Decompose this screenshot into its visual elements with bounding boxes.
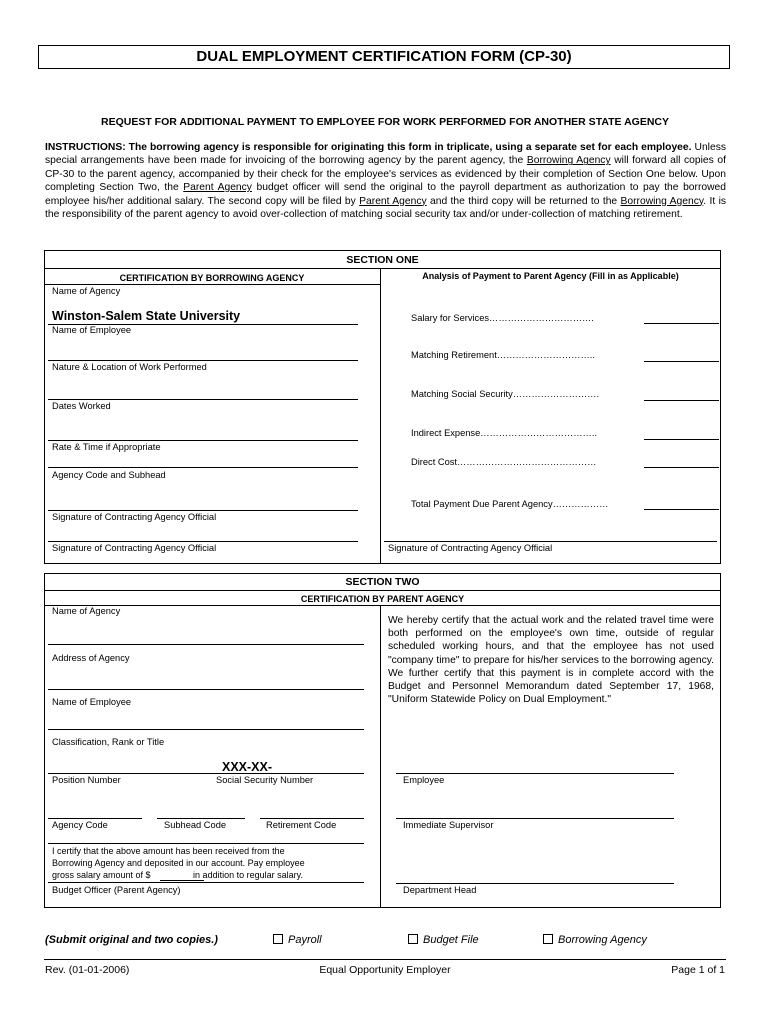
cert-line-2: Borrowing Agency and deposited in our account. Pay employee <box>52 858 305 868</box>
budget-file-checkbox[interactable] <box>408 934 418 944</box>
section-one-heading: SECTION ONE <box>346 254 419 266</box>
payroll-label: Payroll <box>288 934 322 946</box>
borrowing-agency-checkbox[interactable] <box>543 934 553 944</box>
s1-signature3-line[interactable] <box>384 541 717 542</box>
employee-signature-line[interactable] <box>396 773 674 774</box>
section-two-divider <box>44 590 721 591</box>
budget-officer-label: Budget Officer (Parent Agency) <box>52 885 181 895</box>
indirect-expense-field[interactable] <box>644 439 719 440</box>
form-subtitle: REQUEST FOR ADDITIONAL PAYMENT TO EMPLOYEE FOR WORK PERFORMED FOR ANOTHER STATE AGENCY <box>101 116 669 128</box>
agency-code-field[interactable] <box>48 818 142 819</box>
subhead-code-label: Subhead Code <box>164 820 227 830</box>
instructions-link-borrowing-2: Borrowing Agency <box>620 195 704 207</box>
s1-agency-code-label: Agency Code and Subhead <box>52 470 166 480</box>
instructions-link-parent-1: Parent Agency <box>183 182 252 194</box>
section-one-left-heading: CERTIFICATION BY BORROWING AGENCY <box>119 273 305 283</box>
instructions-text-3: budget officer will send the original to the payroll department as authorization to pay the borrowed employee his/her additional salary. The second copy will be filed by <box>45 182 726 207</box>
retirement-code-field[interactable] <box>260 818 364 819</box>
position-number-label: Position Number <box>52 775 121 785</box>
section-one-right-heading: Analysis of Payment to Parent Agency (Fill in as Applicable) <box>422 271 679 281</box>
form-title: DUAL EMPLOYMENT CERTIFICATION FORM (CP-30) <box>38 45 730 69</box>
footer-rule <box>44 959 726 960</box>
s1-signature1-label: Signature of Contracting Agency Official <box>52 512 217 522</box>
s1-name-of-agency-value[interactable]: Winston-Salem State University <box>52 309 241 323</box>
s2-agency-line[interactable] <box>48 644 364 645</box>
s1-rate-label: Rate & Time if Appropriate <box>52 442 161 452</box>
budget-file-label: Budget File <box>423 934 479 946</box>
supervisor-signature-line[interactable] <box>396 818 674 819</box>
section-two-subheading: CERTIFICATION BY PARENT AGENCY <box>300 594 465 604</box>
s2-classification-label: Classification, Rank or Title <box>52 737 165 747</box>
instructions <box>45 141 726 221</box>
page-number: Page 1 of 1 <box>671 964 725 976</box>
agency-code-label: Agency Code <box>52 820 108 830</box>
budget-file-option[interactable] <box>408 934 479 946</box>
section-one-column-divider <box>380 268 381 564</box>
equal-opportunity-employer: Equal Opportunity Employer <box>319 964 451 976</box>
matching-retirement-label: Matching Retirement………………………….. <box>411 350 595 360</box>
matching-ss-label: Matching Social Security………………………. <box>411 389 600 399</box>
s1-signature2-line[interactable] <box>48 541 358 542</box>
direct-cost-field[interactable] <box>644 467 719 468</box>
cert-line-1: I certify that the above amount has been received from the <box>52 846 285 856</box>
submit-note: (Submit original and two copies.) <box>45 934 218 946</box>
s1-nature-line[interactable] <box>48 399 358 400</box>
s2-name-of-agency-label: Name of Agency <box>52 606 121 616</box>
total-payment-field[interactable] <box>644 509 719 510</box>
retirement-code-label: Retirement Code <box>266 820 337 830</box>
s1-rate-line[interactable] <box>48 467 358 468</box>
ssn-value[interactable]: XXX-XX- <box>222 760 273 774</box>
ssn-label: Social Security Number <box>216 775 314 785</box>
gross-salary-field[interactable] <box>160 880 204 881</box>
s2-name-of-employee-label: Name of Employee <box>52 697 132 707</box>
indirect-expense-label: Indirect Expense……………………………….. <box>411 428 597 438</box>
s1-dates-label: Dates Worked <box>52 401 111 411</box>
subhead-code-field[interactable] <box>157 818 245 819</box>
borrowing-agency-option[interactable] <box>543 934 647 946</box>
supervisor-label: Immediate Supervisor <box>403 820 494 830</box>
s2-address-line[interactable] <box>48 689 364 690</box>
payroll-option[interactable] <box>273 934 322 946</box>
s1-employee-line[interactable] <box>48 360 358 361</box>
instructions-text-4: and the third copy will be returned to the <box>426 195 621 207</box>
s1-name-of-agency-label: Name of Agency <box>52 286 121 296</box>
salary-label: Salary for Services……………………………. <box>411 313 594 323</box>
s1-dates-line[interactable] <box>48 440 358 441</box>
section-two-subheading-line <box>44 605 721 606</box>
s1-name-of-employee-label: Name of Employee <box>52 325 132 335</box>
section-two-heading: SECTION TWO <box>345 576 420 588</box>
s2-cert-line <box>48 843 364 844</box>
instructions-text-5: . It is the responsibility of the parent agency to avoid over-collection of matching social security tax and/or under-collection of matching retirement. <box>45 195 727 221</box>
section-two-column-divider <box>380 605 381 908</box>
instructions-link-parent-2: Parent Agency <box>359 195 427 207</box>
section-one-heading-underline <box>44 284 380 285</box>
s1-signature2-label: Signature of Contracting Agency Official <box>52 543 217 553</box>
salary-field[interactable] <box>644 323 719 324</box>
employee-label: Employee <box>403 775 445 785</box>
section-one-divider <box>44 268 721 269</box>
instructions-text-2: will forward all copies of CP-30 to the parent agency, accompanied by their check for the employee's services as evidenced by their completion of Section One below. Upon completing Section Two, the <box>45 155 726 194</box>
dept-head-signature-line[interactable] <box>396 883 674 884</box>
total-payment-label: Total Payment Due Parent Agency……………… <box>411 499 609 509</box>
s1-nature-label: Nature & Location of Work Performed <box>52 362 207 372</box>
revision-date: Rev. (01-01-2006) <box>45 964 130 976</box>
instructions-link-borrowing-1: Borrowing Agency <box>526 155 611 167</box>
borrowing-agency-label: Borrowing Agency <box>558 934 647 946</box>
s2-budget-line <box>48 882 364 883</box>
instructions-text-1: Unless special arrangements have been made for invoicing of the borrowing agency by the parent agency, the <box>45 142 726 167</box>
direct-cost-label: Direct Cost……………………………………… <box>411 457 597 467</box>
matching-retirement-field[interactable] <box>644 361 719 362</box>
cert-line-3: gross salary amount of $ in addition to regular salary. <box>52 870 303 880</box>
matching-ss-field[interactable] <box>644 400 719 401</box>
s2-employee-line[interactable] <box>48 729 364 730</box>
s2-address-label: Address of Agency <box>52 653 130 663</box>
dept-head-label: Department Head <box>403 885 477 895</box>
s2-position-line <box>48 773 364 774</box>
s1-signature3-label: Signature of Contracting Agency Official <box>388 543 553 553</box>
payroll-checkbox[interactable] <box>273 934 283 944</box>
certify-paragraph: We hereby certify that the actual work and the related travel time were both performed on the employee's own time, outside of regular scheduled working hours, and that the employee has not used "company time" to prepare for his/her services to the borrowing agency. We further certify that this payment is in complete accord with the Budget and Personnel Memorandum dated September 17, 1968, "Uniform Statewide Policy on Dual Employment." <box>388 615 714 706</box>
s1-agency-code-line[interactable] <box>48 510 358 511</box>
instructions-intro: INSTRUCTIONS: The borrowing agency is responsible for originating this form in triplicate, using a separate set for each employee. <box>45 142 692 153</box>
